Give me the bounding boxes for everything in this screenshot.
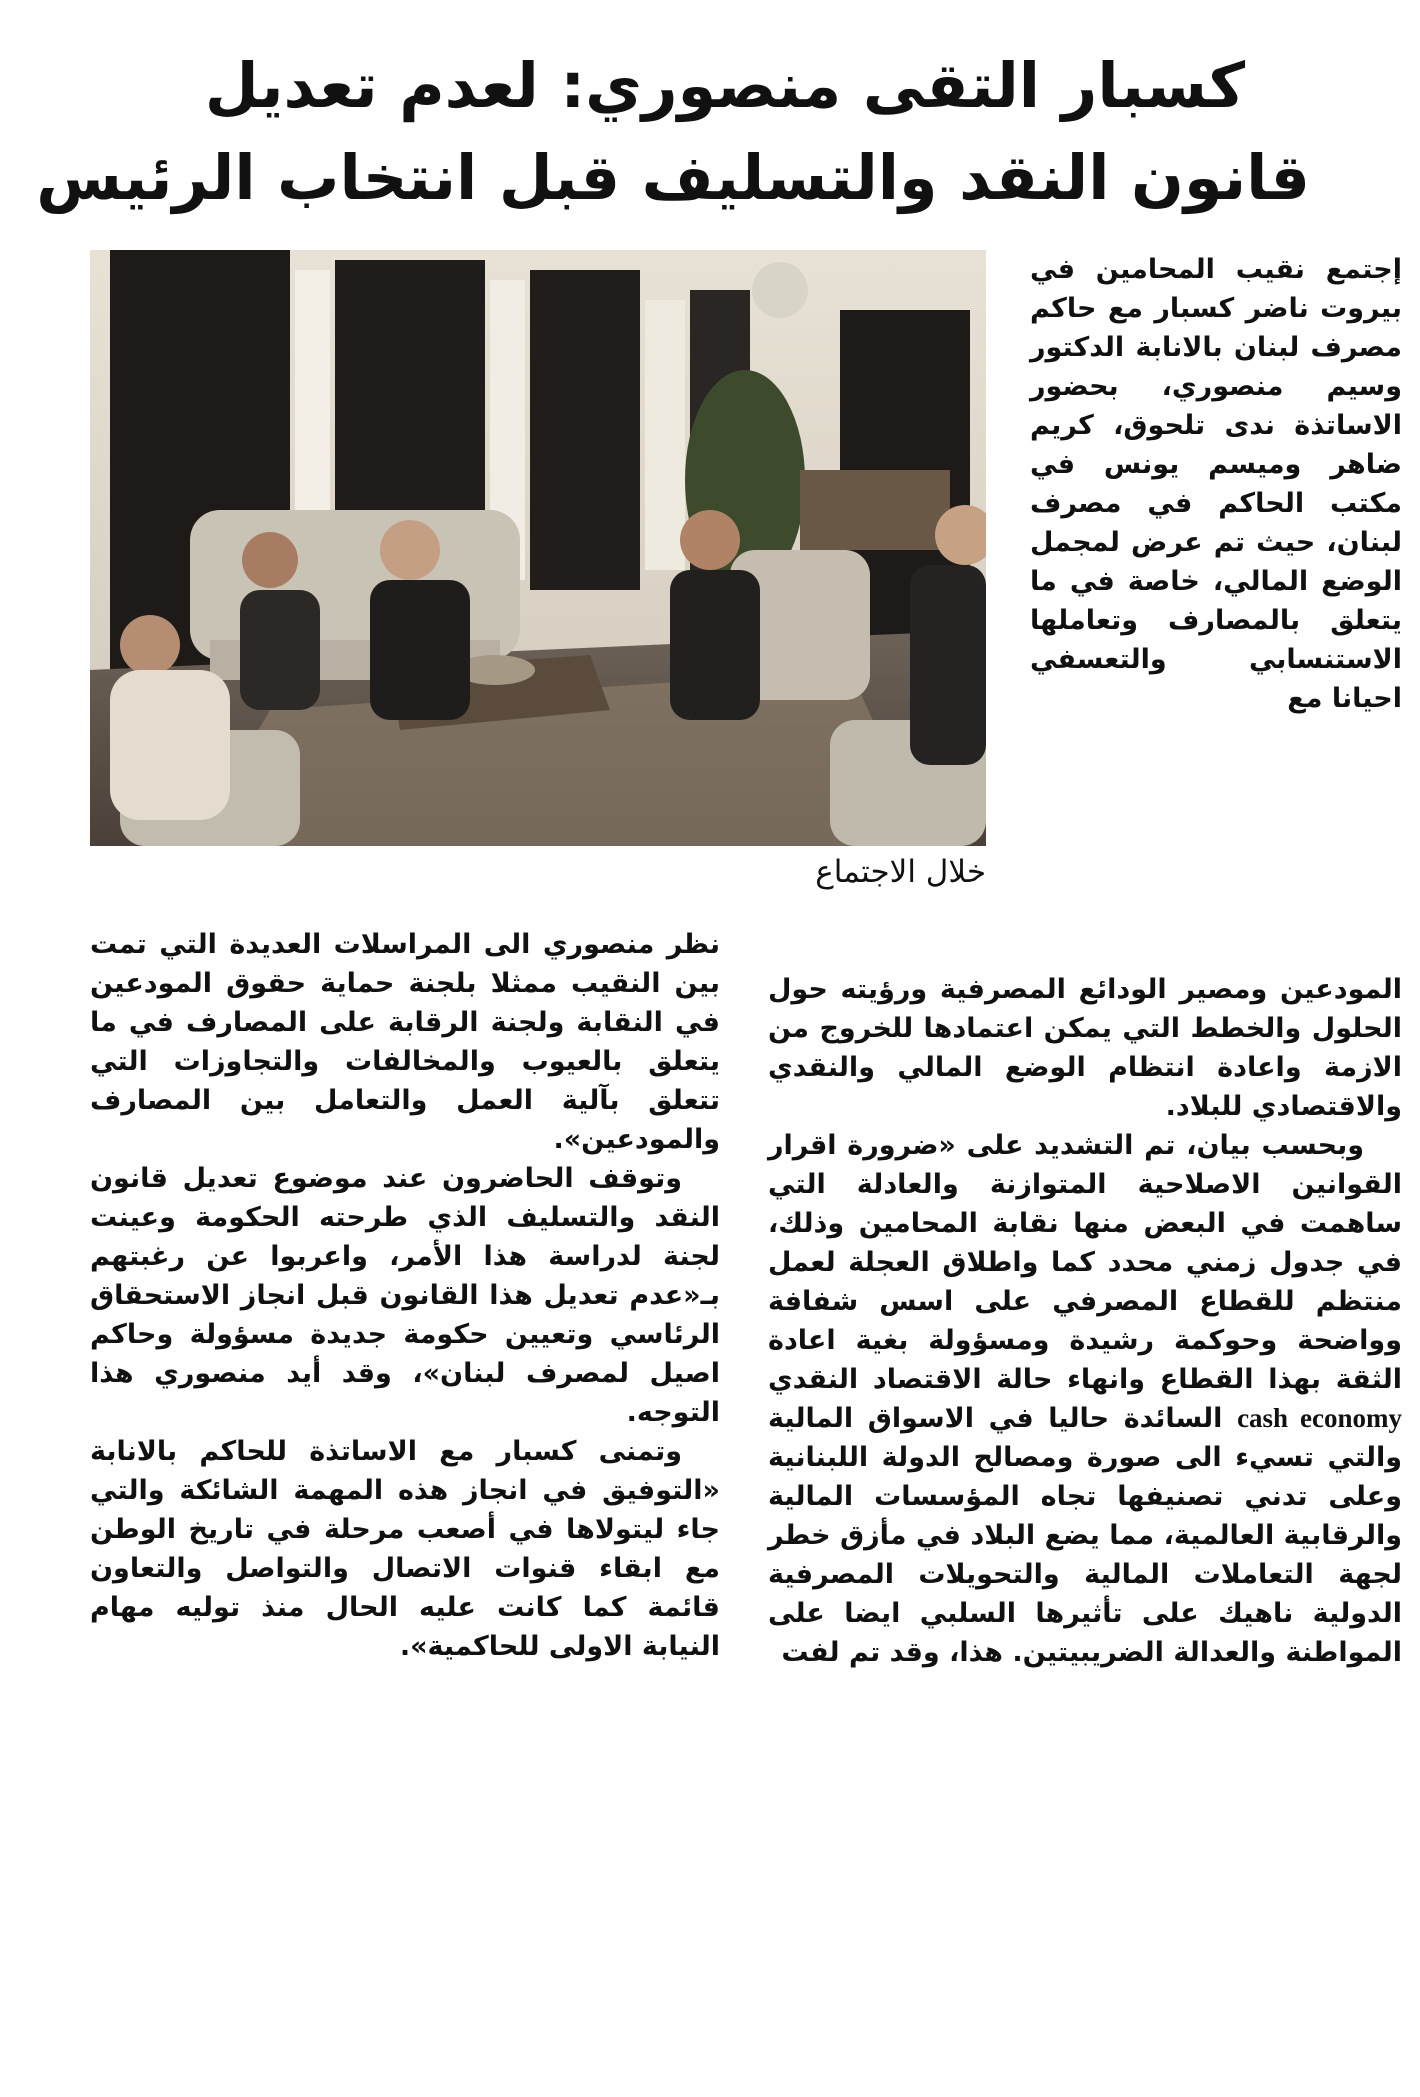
article-column-left [90, 925, 720, 2075]
statement-text-before: وبحسب بيان، تم التشديد على «ضرورة اقرار القوانين الاصلاحية المتوازنة والعادلة التي ساهمت في البعض منها نقابة المحامين وذلك، في جدول زمني محدد كما واطلاق العجلة لعمل منتظم للقطاع المصرفي على اسس شفافة وواضحة وحوكمة رشيدة ومسؤولة بغية اعادة الثقة بهذا القطاع وانهاء حالة الاقتصاد النقدي [768, 1130, 1402, 1395]
article-paragraph-intro: إجتمع نقيب المحامين في بيروت ناضر كسبار مع حاكم مصرف لبنان بالانابة الدكتور وسيم منصوري، بحضور الاساتذة ندى تلحوق، كريم ضاهر وميسم يونس في مكتب الحاكم في مصرف لبنان، حيث تم عرض لمجمل الوضع المالي، خاصة في ما يتعلق بالمصارف وتعاملها الاستنسابي والتعسفي احيانا مع [1030, 254, 1402, 714]
meeting-photo-illustration [90, 250, 986, 846]
headline [36, 40, 1310, 224]
statement-text-after: السائدة حاليا في الاسواق المالية والتي تسيء الى صورة ومصالح الدولة اللبنانية وعلى تدني تصنيفها تجاه المؤسسات المالية والرقابية العالمية، مما يضع البلاد في مأزق خطر لجهة التعاملات المالية والتحويلات المصرفية الدولية ناهيك على تأثيرها السلبي ايضا على المواطنة والعدالة الضريبيتين. هذا، وقد تم لفت [768, 1403, 1402, 1668]
article-paragraph-amendment: وتوقف الحاضرون عند موضوع تعديل قانون النقد والتسليف الذي طرحته الحكومة وعينت لجنة لدراسة هذا الأمر، واعربوا عن رغبتهم بـ«عدم تعديل هذا القانون قبل انجاز الاستحقاق الرئاسي وتعيين حكومة جديدة مسؤولة وحاكم اصيل لمصرف لبنان»، وقد أيد منصوري هذا التوجه. [90, 1163, 720, 1428]
article-paragraph-statement [768, 1126, 1402, 1672]
headline-line-2: قانون النقد والتسليف قبل انتخاب الرئيس [36, 141, 1310, 214]
cash-economy-term: cash economy [1237, 1403, 1403, 1433]
photo-caption: خلال الاجتماع [815, 854, 986, 890]
article-paragraph-correspondence: نظر منصوري الى المراسلات العديدة التي تمت بين النقيب ممثلا بلجنة حماية حقوق المودعين في النقابة ولجنة الرقابة على المصارف في ما يتعلق بالعيوب والمخالفات والتجاوزات التي تتعلق بآلية العمل والتعامل بين المصارف والمودعين». [90, 929, 720, 1155]
headline-line-1: كسبار التقى منصوري: لعدم تعديل [204, 49, 1246, 122]
meeting-photo [90, 250, 986, 846]
article-paragraph-wishes: وتمنى كسبار مع الاساتذة للحاكم بالانابة «التوفيق في انجاز هذه المهمة الشائكة والتي جاء ليتولاها في أصعب مرحلة في تاريخ الوطن مع ابقاء قنوات الاتصال والتواصل والتعاون قائمة كما كانت عليه الحال منذ توليه مهام النيابة الاولى للحاكمية». [90, 1436, 720, 1662]
article-column-right [768, 970, 1402, 2080]
article-paragraph-continuation: المودعين ومصير الودائع المصرفية ورؤيته حول الحلول والخطط التي يمكن اعتمادها للخروج من الازمة واعادة انتظام الوضع المالي والنقدي والاقتصادي للبلاد. [768, 974, 1402, 1122]
article-column-right-top [1030, 250, 1402, 970]
